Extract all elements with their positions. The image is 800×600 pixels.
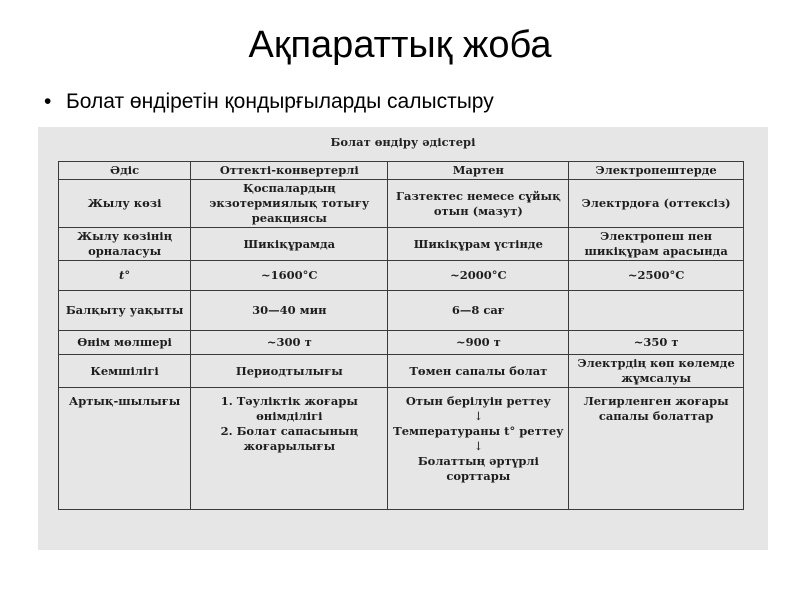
advantage-item: 2. Болат сапасының жоғарылығы (220, 424, 359, 453)
row-label: Балқыту уақыты (59, 291, 191, 331)
table-cell: Электрдоға (оттексіз) (569, 180, 744, 228)
arrow-down-icon: ↓ (473, 439, 484, 453)
comparison-table (58, 161, 744, 510)
scanned-table-image (38, 127, 768, 550)
slide-title: Ақпараттық жоба (248, 24, 552, 66)
table-row (59, 291, 744, 331)
advantages-cell (388, 388, 569, 510)
table-cell: ~1600°C (191, 261, 388, 291)
row-label: t° (59, 261, 191, 291)
table-cell: 30—40 мин (191, 291, 388, 331)
table-row (59, 228, 744, 261)
table-row (59, 388, 744, 510)
bullet-item (44, 90, 494, 114)
table-header-row (59, 162, 744, 180)
arrow-down-icon: ↓ (473, 409, 484, 423)
table-cell: Периодтылығы (191, 355, 388, 388)
table-cell: Төмен сапалы болат (388, 355, 569, 388)
advantage-item: Температураны t° реттеу (393, 424, 564, 438)
table-row (59, 261, 744, 291)
table-cell: ~2000°C (388, 261, 569, 291)
advantages-cell: Легирленген жоғары сапалы болаттар (569, 388, 744, 510)
table-cell: Электрдің көп көлемде жұмсалуы (569, 355, 744, 388)
table-cell: Газтектес немесе сұйық отын (мазут) (388, 180, 569, 228)
table-cell: Электропеш пен шикіқұрам арасында (569, 228, 744, 261)
header-cell: Электропештерде (569, 162, 744, 180)
advantage-item: 1. Тәуліктік жоғары өнімділігі (220, 394, 358, 423)
row-label: Жылу көзінің орналасуы (59, 228, 191, 261)
advantage-item: Болаттың әртүрлі сорттары (417, 454, 539, 483)
table-cell: Қоспалардың экзотермиялық тотығу реакциясы (191, 180, 388, 228)
table-row (59, 355, 744, 388)
table-cell (569, 291, 744, 331)
row-label: Жылу көзі (59, 180, 191, 228)
table-row (59, 180, 744, 228)
table-cell: ~300 т (191, 331, 388, 355)
header-cell: Оттекті-конвертерлі (191, 162, 388, 180)
table-row (59, 331, 744, 355)
bullet-dot-icon: • (44, 90, 52, 113)
table-cell: Шикіқұрамда (191, 228, 388, 261)
table-cell: ~2500°C (569, 261, 744, 291)
table-caption: Болат өндіру әдістері (330, 135, 476, 149)
advantages-cell (191, 388, 388, 510)
header-cell: Мартен (388, 162, 569, 180)
header-cell: Әдіс (59, 162, 191, 180)
row-label: Өнім мөлшері (59, 331, 191, 355)
row-label: Артық-шылығы (59, 388, 191, 510)
bullet-text: Болат өндіретін қондырғыларды салыстыру (66, 90, 494, 113)
table-cell: Шикіқұрам үстінде (388, 228, 569, 261)
table-cell: ~350 т (569, 331, 744, 355)
table-cell: ~900 т (388, 331, 569, 355)
row-label: Кемшілігі (59, 355, 191, 388)
advantage-item: Отын берілуін реттеу (405, 394, 551, 408)
table-cell: 6—8 сағ (388, 291, 569, 331)
